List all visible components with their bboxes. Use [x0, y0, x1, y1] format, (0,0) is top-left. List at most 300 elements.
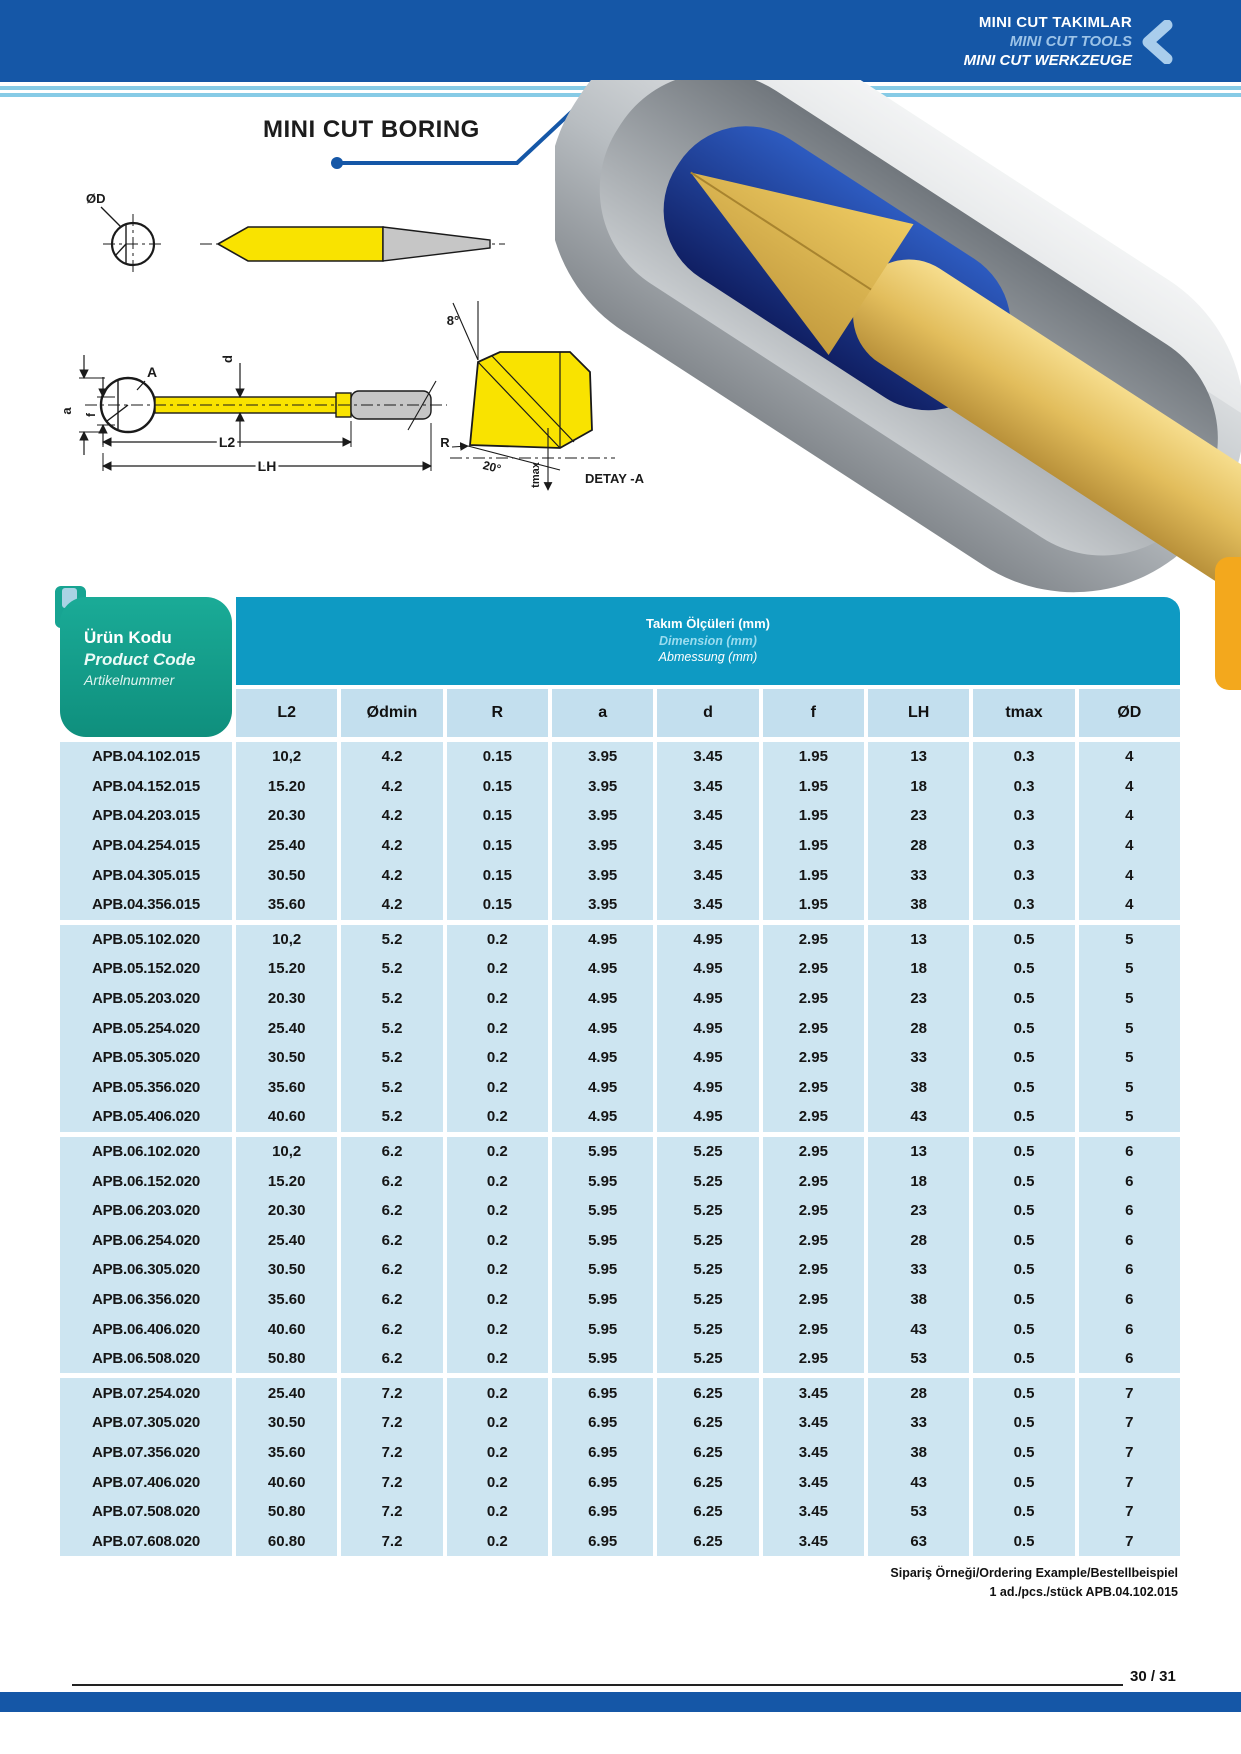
- dimension-band: [236, 597, 1180, 685]
- value-cell: 25.40: [236, 1226, 337, 1256]
- value-cell: 33: [868, 860, 969, 890]
- value-cell: 4: [1079, 831, 1180, 861]
- value-cell: 5: [1079, 925, 1180, 955]
- value-cell: 43: [868, 1102, 969, 1132]
- value-cell: 5.95: [552, 1344, 653, 1374]
- value-cell: 4.95: [552, 1073, 653, 1103]
- value-cell: 1.95: [763, 890, 864, 920]
- value-cell: 7: [1079, 1497, 1180, 1527]
- value-cell: 5: [1079, 1013, 1180, 1043]
- dim-header-tr: Takım Ölçüleri (mm): [645, 616, 770, 632]
- value-cell: 6: [1079, 1255, 1180, 1285]
- value-cell: 3.95: [552, 890, 653, 920]
- product-code-cell: APB.07.254.020: [60, 1378, 232, 1408]
- value-cell: 20.30: [236, 801, 337, 831]
- value-cell: 6.95: [552, 1467, 653, 1497]
- brand-line-en: MINI CUT TOOLS: [1009, 32, 1132, 50]
- value-cell: 0.5: [973, 984, 1074, 1014]
- value-cell: 4: [1079, 890, 1180, 920]
- value-cell: 60.80: [236, 1526, 337, 1556]
- column-header-row: [236, 689, 1180, 737]
- value-cell: 4.95: [657, 1043, 758, 1073]
- product-code-header: [60, 597, 232, 737]
- value-cell: 3.95: [552, 772, 653, 802]
- bottom-bar: [0, 1692, 1241, 1712]
- value-cell: 0.5: [973, 1438, 1074, 1468]
- value-cell: 5.25: [657, 1226, 758, 1256]
- value-cell: 6.2: [341, 1255, 442, 1285]
- product-code-cell: APB.04.152.015: [60, 772, 232, 802]
- value-cell: 7.2: [341, 1378, 442, 1408]
- value-cell: 7: [1079, 1467, 1180, 1497]
- code-header-tr: Ürün Kodu: [84, 628, 172, 647]
- value-cell: 25.40: [236, 1378, 337, 1408]
- product-code-cell: APB.05.254.020: [60, 1013, 232, 1043]
- value-cell: 6: [1079, 1137, 1180, 1167]
- product-code-cell: APB.04.356.015: [60, 890, 232, 920]
- value-cell: 3.95: [552, 831, 653, 861]
- value-cell: 43: [868, 1467, 969, 1497]
- dim-label-tmax: tmax: [530, 462, 542, 488]
- value-cell: 6.95: [552, 1526, 653, 1556]
- value-cell: 6.95: [552, 1497, 653, 1527]
- value-cell: 0.2: [447, 1467, 548, 1497]
- value-cell: 63: [868, 1526, 969, 1556]
- value-cell: 35.60: [236, 1285, 337, 1315]
- value-cell: 0.3: [973, 890, 1074, 920]
- value-cell: 1.95: [763, 742, 864, 772]
- section-index-tab[interactable]: [1215, 557, 1241, 690]
- value-cell: 40.60: [236, 1102, 337, 1132]
- tool-3d-render: [555, 80, 1241, 640]
- dim-label-d: d: [220, 355, 235, 363]
- column-header: a: [552, 689, 653, 737]
- insert-detail-shape: [470, 352, 592, 448]
- value-cell: 0.2: [447, 1013, 548, 1043]
- product-code-cell: APB.04.203.015: [60, 801, 232, 831]
- value-cell: 33: [868, 1255, 969, 1285]
- value-cell: 4.95: [657, 954, 758, 984]
- value-cell: 0.2: [447, 1314, 548, 1344]
- value-cell: 7.2: [341, 1438, 442, 1468]
- value-cell: 6.95: [552, 1408, 653, 1438]
- value-cell: 5.2: [341, 1043, 442, 1073]
- value-cell: 0.5: [973, 1526, 1074, 1556]
- ordering-example-label: Sipariş Örneği/Ordering Example/Bestellbeispiel: [890, 1566, 1178, 1580]
- value-cell: 4.95: [552, 1102, 653, 1132]
- value-cell: 6: [1079, 1344, 1180, 1374]
- brand-line-tr: MINI CUT TAKIMLAR: [978, 14, 1132, 31]
- value-cell: 23: [868, 1196, 969, 1226]
- ordering-example: [890, 1564, 1178, 1603]
- value-cell: 15.20: [236, 954, 337, 984]
- value-cell: 3.45: [657, 890, 758, 920]
- value-cell: 6.25: [657, 1378, 758, 1408]
- code-header-en: Product Code: [84, 650, 196, 670]
- value-cell: 0.5: [973, 1226, 1074, 1256]
- side-view-cutting-part: [218, 227, 383, 261]
- value-cell: 6.25: [657, 1497, 758, 1527]
- value-cell: 7: [1079, 1408, 1180, 1438]
- value-cell: 0.2: [447, 954, 548, 984]
- value-cell: 0.2: [447, 1226, 548, 1256]
- value-cell: 50.80: [236, 1497, 337, 1527]
- value-cell: 38: [868, 1285, 969, 1315]
- value-cell: 6.2: [341, 1226, 442, 1256]
- value-cell: 0.5: [973, 1378, 1074, 1408]
- value-cell: 5.95: [552, 1285, 653, 1315]
- value-cell: 3.95: [552, 801, 653, 831]
- value-cell: 0.5: [973, 1013, 1074, 1043]
- dim-label-lh: LH: [257, 458, 277, 474]
- value-cell: 5.95: [552, 1137, 653, 1167]
- value-cell: 3.45: [657, 831, 758, 861]
- value-cell: 5.2: [341, 984, 442, 1014]
- value-cell: 0.5: [973, 1102, 1074, 1132]
- value-cell: 5.2: [341, 1102, 442, 1132]
- value-cell: 7: [1079, 1526, 1180, 1556]
- value-cell: 30.50: [236, 1255, 337, 1285]
- ordering-example-value: 1 ad./pcs./stück APB.04.102.015: [989, 1585, 1178, 1600]
- value-cell: 40.60: [236, 1314, 337, 1344]
- value-cell: 0.5: [973, 1467, 1074, 1497]
- product-table: [60, 597, 1180, 1556]
- value-cell: 0.2: [447, 1497, 548, 1527]
- value-cell: 3.45: [763, 1526, 864, 1556]
- value-cell: 1.95: [763, 772, 864, 802]
- value-cell: 18: [868, 954, 969, 984]
- value-cell: 4.2: [341, 772, 442, 802]
- value-cell: 0.5: [973, 925, 1074, 955]
- value-cell: 4.95: [552, 954, 653, 984]
- value-cell: 35.60: [236, 1073, 337, 1103]
- value-cell: 0.5: [973, 1137, 1074, 1167]
- value-cell: 5.25: [657, 1137, 758, 1167]
- column-header: f: [763, 689, 864, 737]
- value-cell: 3.45: [657, 801, 758, 831]
- value-cell: 5.25: [657, 1285, 758, 1315]
- value-cell: 6.25: [657, 1438, 758, 1468]
- side-view-shank: [383, 227, 490, 261]
- product-code-cell: APB.05.102.020: [60, 925, 232, 955]
- value-cell: 2.95: [763, 1344, 864, 1374]
- column-header: Ødmin: [341, 689, 442, 737]
- value-cell: 6.2: [341, 1166, 442, 1196]
- value-cell: 5.2: [341, 925, 442, 955]
- value-cell: 7: [1079, 1438, 1180, 1468]
- page-number: 30 / 31: [1130, 1668, 1176, 1685]
- value-cell: 6.25: [657, 1467, 758, 1497]
- value-cell: 25.40: [236, 1013, 337, 1043]
- product-code-cell: APB.06.254.020: [60, 1226, 232, 1256]
- product-code-cell: APB.05.406.020: [60, 1102, 232, 1132]
- product-code-cell: APB.07.406.020: [60, 1467, 232, 1497]
- value-cell: 1.95: [763, 831, 864, 861]
- value-cell: 4.2: [341, 801, 442, 831]
- value-cell: 50.80: [236, 1344, 337, 1374]
- value-cell: 28: [868, 1013, 969, 1043]
- value-cell: 4: [1079, 742, 1180, 772]
- page-title: MINI CUT BORING: [263, 116, 480, 143]
- value-cell: 0.2: [447, 1196, 548, 1226]
- product-code-cell: APB.04.305.015: [60, 860, 232, 890]
- value-cell: 2.95: [763, 1013, 864, 1043]
- value-cell: 6: [1079, 1285, 1180, 1315]
- value-cell: 53: [868, 1344, 969, 1374]
- value-cell: 2.95: [763, 1196, 864, 1226]
- value-cell: 3.95: [552, 860, 653, 890]
- value-cell: 7.2: [341, 1526, 442, 1556]
- value-cell: 6.2: [341, 1285, 442, 1315]
- value-cell: 10,2: [236, 1137, 337, 1167]
- value-cell: 2.95: [763, 1102, 864, 1132]
- technical-drawing: [55, 185, 655, 520]
- value-cell: 0.2: [447, 1102, 548, 1132]
- value-cell: 1.95: [763, 860, 864, 890]
- value-cell: 30.50: [236, 1408, 337, 1438]
- value-cell: 0.5: [973, 1285, 1074, 1315]
- value-cell: 5.95: [552, 1314, 653, 1344]
- value-cell: 0.2: [447, 1344, 548, 1374]
- dim-header-de: Abmessung (mm): [658, 650, 758, 665]
- value-cell: 35.60: [236, 1438, 337, 1468]
- value-cell: 6: [1079, 1196, 1180, 1226]
- value-cell: 30.50: [236, 860, 337, 890]
- value-cell: 5: [1079, 954, 1180, 984]
- value-cell: 25.40: [236, 831, 337, 861]
- table-group: [60, 925, 1180, 1132]
- value-cell: 0.15: [447, 772, 548, 802]
- value-cell: 0.2: [447, 1255, 548, 1285]
- product-code-cell: APB.07.356.020: [60, 1438, 232, 1468]
- value-cell: 4: [1079, 772, 1180, 802]
- code-header-de: Artikelnummer: [84, 672, 175, 689]
- value-cell: 0.5: [973, 1344, 1074, 1374]
- value-cell: 0.15: [447, 831, 548, 861]
- value-cell: 13: [868, 925, 969, 955]
- value-cell: 2.95: [763, 1285, 864, 1315]
- value-cell: 0.5: [973, 1314, 1074, 1344]
- value-cell: 6.2: [341, 1314, 442, 1344]
- value-cell: 2.95: [763, 1226, 864, 1256]
- value-cell: 0.2: [447, 1438, 548, 1468]
- product-code-cell: APB.07.608.020: [60, 1526, 232, 1556]
- value-cell: 4.2: [341, 742, 442, 772]
- product-code-cell: APB.06.203.020: [60, 1196, 232, 1226]
- value-cell: 0.2: [447, 1378, 548, 1408]
- product-code-cell: APB.06.152.020: [60, 1166, 232, 1196]
- value-cell: 2.95: [763, 984, 864, 1014]
- value-cell: 28: [868, 1378, 969, 1408]
- value-cell: 0.5: [973, 1497, 1074, 1527]
- value-cell: 2.95: [763, 1073, 864, 1103]
- value-cell: 5.2: [341, 954, 442, 984]
- dim-label-20deg: 20°: [481, 458, 503, 477]
- value-cell: 10,2: [236, 925, 337, 955]
- value-cell: 5.95: [552, 1226, 653, 1256]
- value-cell: 0.5: [973, 1073, 1074, 1103]
- value-cell: 15.20: [236, 772, 337, 802]
- value-cell: 6.95: [552, 1378, 653, 1408]
- value-cell: 4.95: [552, 925, 653, 955]
- product-code-cell: APB.04.102.015: [60, 742, 232, 772]
- value-cell: 6.2: [341, 1137, 442, 1167]
- value-cell: 5.2: [341, 1013, 442, 1043]
- value-cell: 0.3: [973, 860, 1074, 890]
- value-cell: 0.5: [973, 954, 1074, 984]
- value-cell: 5.25: [657, 1344, 758, 1374]
- value-cell: 4.2: [341, 831, 442, 861]
- value-cell: 7: [1079, 1378, 1180, 1408]
- value-cell: 4.95: [657, 1073, 758, 1103]
- value-cell: 43: [868, 1314, 969, 1344]
- value-cell: 3.95: [552, 742, 653, 772]
- value-cell: 33: [868, 1043, 969, 1073]
- value-cell: 0.2: [447, 1526, 548, 1556]
- product-code-cell: APB.06.508.020: [60, 1344, 232, 1374]
- value-cell: 4.95: [657, 925, 758, 955]
- value-cell: 3.45: [657, 772, 758, 802]
- value-cell: 5.2: [341, 1073, 442, 1103]
- product-code-cell: APB.05.356.020: [60, 1073, 232, 1103]
- value-cell: 5: [1079, 1102, 1180, 1132]
- value-cell: 38: [868, 1438, 969, 1468]
- dim-label-r: R: [440, 435, 450, 450]
- dim-header-en: Dimension (mm): [659, 634, 757, 649]
- product-code-cell: APB.05.305.020: [60, 1043, 232, 1073]
- column-header: d: [657, 689, 758, 737]
- dim-label-a: a: [59, 407, 74, 415]
- dim-label-od: ØD: [86, 191, 106, 206]
- title-underline: [0, 0, 600, 180]
- value-cell: 7.2: [341, 1467, 442, 1497]
- value-cell: 0.2: [447, 1137, 548, 1167]
- detail-view-label: DETAY -A: [585, 471, 644, 486]
- value-cell: 2.95: [763, 954, 864, 984]
- dim-label-l2: L2: [218, 434, 236, 450]
- table-header: [60, 597, 1180, 737]
- value-cell: 0.5: [973, 1408, 1074, 1438]
- value-cell: 4.95: [552, 1013, 653, 1043]
- value-cell: 7.2: [341, 1408, 442, 1438]
- value-cell: 7.2: [341, 1497, 442, 1527]
- value-cell: 0.5: [973, 1196, 1074, 1226]
- value-cell: 0.2: [447, 925, 548, 955]
- value-cell: 6.95: [552, 1438, 653, 1468]
- value-cell: 0.15: [447, 742, 548, 772]
- dim-label-8deg: 8°: [446, 313, 460, 328]
- product-code-cell: APB.06.102.020: [60, 1137, 232, 1167]
- value-cell: 0.5: [973, 1166, 1074, 1196]
- value-cell: 38: [868, 1073, 969, 1103]
- value-cell: 53: [868, 1497, 969, 1527]
- value-cell: 4.95: [657, 1102, 758, 1132]
- value-cell: 0.15: [447, 890, 548, 920]
- value-cell: 0.3: [973, 801, 1074, 831]
- value-cell: 6: [1079, 1166, 1180, 1196]
- value-cell: 3.45: [763, 1408, 864, 1438]
- value-cell: 28: [868, 831, 969, 861]
- value-cell: 0.15: [447, 801, 548, 831]
- value-cell: 0.3: [973, 742, 1074, 772]
- dim-label-f: f: [84, 413, 98, 417]
- value-cell: 20.30: [236, 1196, 337, 1226]
- value-cell: 1.95: [763, 801, 864, 831]
- column-header: ØD: [1079, 689, 1180, 737]
- value-cell: 5.95: [552, 1255, 653, 1285]
- value-cell: 35.60: [236, 890, 337, 920]
- column-header: LH: [868, 689, 969, 737]
- value-cell: 4: [1079, 860, 1180, 890]
- value-cell: 23: [868, 984, 969, 1014]
- value-cell: 4.2: [341, 890, 442, 920]
- value-cell: 5: [1079, 1073, 1180, 1103]
- value-cell: 5.25: [657, 1196, 758, 1226]
- value-cell: 3.45: [763, 1378, 864, 1408]
- value-cell: 0.2: [447, 1073, 548, 1103]
- value-cell: 4.95: [657, 984, 758, 1014]
- table-group: [60, 742, 1180, 920]
- product-code-cell: APB.06.305.020: [60, 1255, 232, 1285]
- value-cell: 4.95: [657, 1013, 758, 1043]
- value-cell: 10,2: [236, 742, 337, 772]
- value-cell: 2.95: [763, 1255, 864, 1285]
- value-cell: 5.25: [657, 1166, 758, 1196]
- value-cell: 0.2: [447, 1043, 548, 1073]
- value-cell: 5.25: [657, 1255, 758, 1285]
- product-code-cell: APB.07.305.020: [60, 1408, 232, 1438]
- value-cell: 13: [868, 1137, 969, 1167]
- product-code-cell: APB.06.356.020: [60, 1285, 232, 1315]
- value-cell: 0.5: [973, 1043, 1074, 1073]
- value-cell: 15.20: [236, 1166, 337, 1196]
- value-cell: 2.95: [763, 1137, 864, 1167]
- value-cell: 6: [1079, 1226, 1180, 1256]
- value-cell: 23: [868, 801, 969, 831]
- value-cell: 6.2: [341, 1344, 442, 1374]
- value-cell: 6.2: [341, 1196, 442, 1226]
- value-cell: 33: [868, 1408, 969, 1438]
- product-code-cell: APB.05.203.020: [60, 984, 232, 1014]
- value-cell: 2.95: [763, 925, 864, 955]
- value-cell: 0.3: [973, 772, 1074, 802]
- value-cell: 30.50: [236, 1043, 337, 1073]
- brand-line-de: MINI CUT WERKZEUGE: [963, 51, 1132, 69]
- value-cell: 4.95: [552, 1043, 653, 1073]
- value-cell: 2.95: [763, 1043, 864, 1073]
- value-cell: 0.2: [447, 1166, 548, 1196]
- value-cell: 3.45: [657, 742, 758, 772]
- value-cell: 0.2: [447, 1285, 548, 1315]
- value-cell: 0.2: [447, 984, 548, 1014]
- value-cell: 6.25: [657, 1408, 758, 1438]
- value-cell: 0.5: [973, 1255, 1074, 1285]
- chevron-left-icon: [1139, 20, 1173, 64]
- column-header: R: [447, 689, 548, 737]
- value-cell: 0.3: [973, 831, 1074, 861]
- value-cell: 2.95: [763, 1314, 864, 1344]
- value-cell: 0.15: [447, 860, 548, 890]
- detail-ref-label: A: [147, 364, 158, 380]
- value-cell: 38: [868, 890, 969, 920]
- product-code-cell: APB.05.152.020: [60, 954, 232, 984]
- product-code-cell: APB.06.406.020: [60, 1314, 232, 1344]
- value-cell: 4.95: [552, 984, 653, 1014]
- brand-block: [964, 14, 1132, 70]
- value-cell: 5.95: [552, 1166, 653, 1196]
- value-cell: 40.60: [236, 1467, 337, 1497]
- value-cell: 5.95: [552, 1196, 653, 1226]
